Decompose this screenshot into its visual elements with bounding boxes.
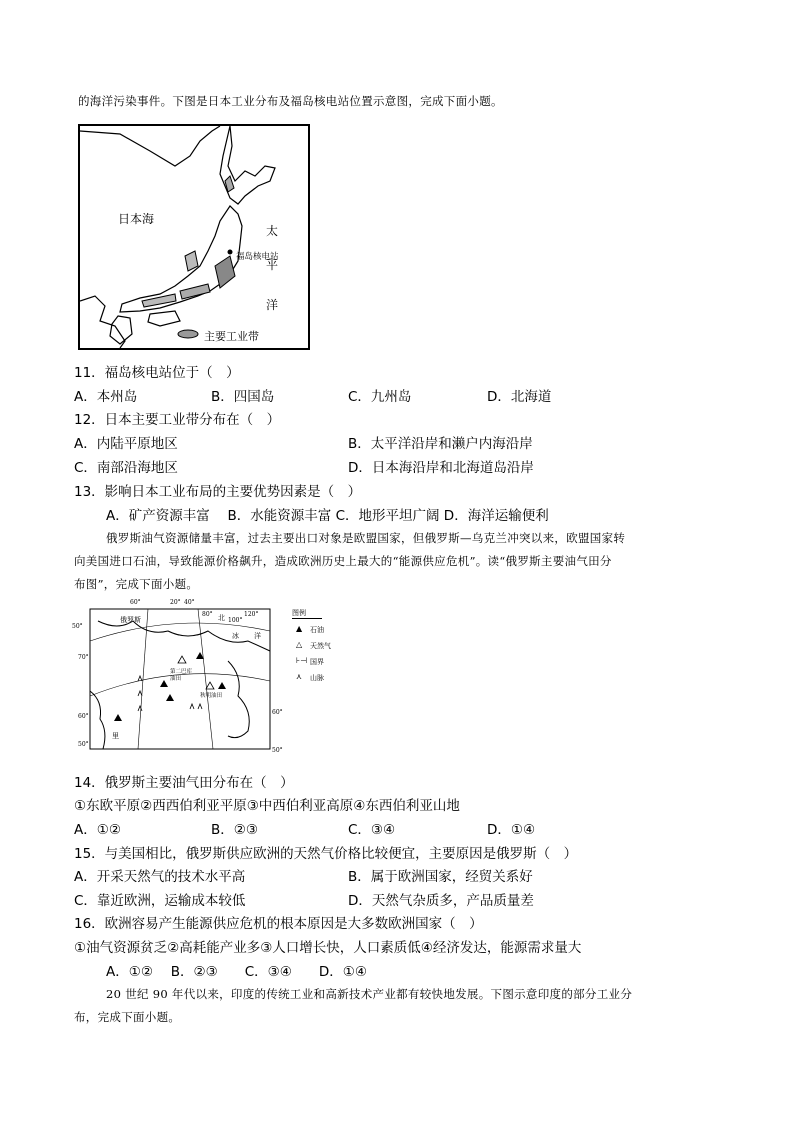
intro3-line1: 20 世纪 90 年代以来，印度的传统工业和高新技术产业都有较快地发展。下图示意印度的部分工业分 [106,987,633,1001]
lat-60: 60° [78,713,89,720]
caspian-label: 里 [112,732,119,740]
q16-options: A．①② B．②③ C．③④ D．①④ [106,964,367,980]
pacific-label-2: 平 [266,258,279,272]
q13-stem: 13．影响日本工业布局的主要优势因素是（ ） [74,484,362,500]
intro2-line3: 布图”，完成下面小题。 [74,577,199,591]
legend-border: 国界 [310,658,324,666]
arctic-label-ice: 冰 [232,632,239,640]
lon-60: 60° [130,599,141,606]
gas-icon: △ [296,640,303,649]
intro2-line2: 向美国进口石油，导致能源价格飙升，造成欧洲历史上最大的“能源供应危机”。读“俄罗斯主要油气田分 [74,554,612,568]
legend-gas: 天然气 [310,642,331,650]
intro2-line1: 俄罗斯油气资源储量丰富，过去主要出口对象是欧盟国家，但俄罗斯—乌克兰冲突以来，欧盟国家转 [106,531,626,545]
lat-70: 70° [78,654,89,661]
japan-industry-map [78,124,310,350]
arctic-label-ocean: 洋 [254,632,261,640]
q12-option-b: B．太平洋沿岸和濑户内海沿岸 [348,436,533,452]
q14-stem: 14．俄罗斯主要油气田分布在（ ） [74,775,294,791]
lon-20: 20° [170,599,181,606]
q14-option-c: C．③④ [348,822,396,838]
q11-option-d: D．北海道 [487,389,552,405]
oil-icon: ▲ [296,624,303,633]
q12-stem: 12．日本主要工业带分布在（ ） [74,412,281,428]
russia-map-legend [284,608,344,708]
legend-oil: 石油 [310,626,324,634]
q11-stem: 11．福岛核电站位于（ ） [74,365,240,381]
lat-50-top: 50° [72,623,83,630]
q14-option-d: D．①④ [487,822,536,838]
intro3-line2: 布，完成下面小题。 [74,1010,181,1024]
border-icon: ⊦⊣ [296,656,308,665]
mountain-icon: ⋏ [296,672,302,681]
lon-40: 40° [184,599,195,606]
second-baku-label: 第二巴库油田 [170,669,193,682]
lon-100: 100° [228,617,243,624]
fukushima-plant-label: 福岛核电站 [236,252,279,262]
q15-option-a: A．开采天然气的技术水平高 [74,869,246,885]
q14-items: ①东欧平原②西西伯利亚平原③中西伯利亚高原④东西伯利亚山地 [74,798,460,814]
q12-option-d: D．日本海沿岸和北海道岛沿岸 [348,460,534,476]
pacific-label-1: 太 [266,224,279,238]
legend-mountain: 山脉 [310,674,324,682]
lat-60-right: 60° [272,709,283,716]
q15-option-d: D．天然气杂质多，产品质量差 [348,893,534,909]
industrial-belt-legend: 主要工业带 [204,330,259,343]
q11-option-b: B．四国岛 [211,389,275,405]
legend-title: 图例 [292,609,306,617]
arctic-label-north: 北 [218,614,225,622]
q11-option-c: C．九州岛 [348,389,412,405]
lon-120: 120° [244,611,259,618]
lat-50-right: 50° [272,747,283,754]
lon-80: 80° [202,611,213,618]
q16-stem: 16．欧洲容易产生能源供应危机的根本原因是大多数欧洲国家（ ） [74,916,483,932]
q12-option-a: A．内陆平原地区 [74,436,178,452]
intro-text-1: 的海洋污染事件。下图是日本工业分布及福岛核电站位置示意图，完成下面小题。 [78,94,503,108]
sea-of-japan-label: 日本海 [118,212,155,226]
q12-option-c: C．南部沿海地区 [74,460,178,476]
pacific-label-3: 洋 [266,298,279,312]
q14-option-a: A．①② [74,822,121,838]
q16-items: ①油气资源贫乏②高耗能产业多③人口增长快，人口素质低④经济发达，能源需求量大 [74,940,582,956]
lat-50-bottom: 50° [78,741,89,748]
q15-option-b: B．属于欧洲国家，经贸关系好 [348,869,533,885]
q11-option-a: A．本州岛 [74,389,138,405]
q14-option-b: B．②③ [211,822,258,838]
russia-oil-gas-map [72,599,283,757]
russia-label: 俄罗斯 [120,616,141,624]
q15-stem: 15．与美国相比，俄罗斯供应欧洲的天然气价格比较便宜，主要原因是俄罗斯（ ） [74,846,578,862]
tyumen-label: 秋明油田 [200,693,223,699]
q13-options: A．矿产资源丰富 B．水能资源丰富 C．地形平坦广阔 D．海洋运输便利 [106,508,549,524]
q15-option-c: C．靠近欧洲，运输成本较低 [74,893,246,909]
